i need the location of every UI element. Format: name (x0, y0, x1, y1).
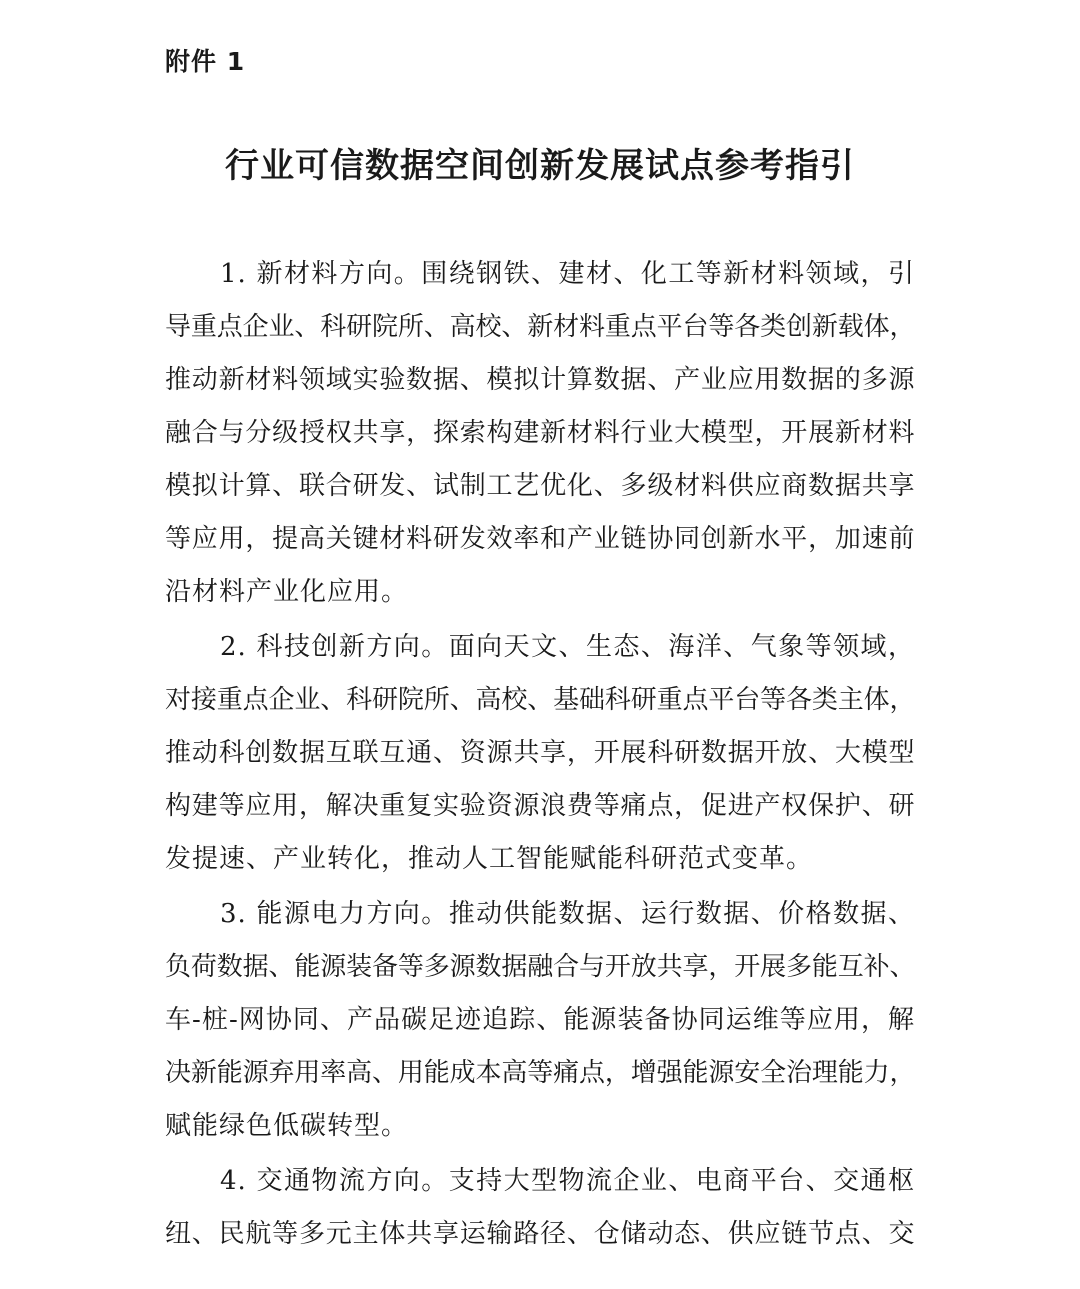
text-line: 负荷数据、能源装备等多源数据融合与开放共享，开展多能互补、 (165, 952, 915, 982)
text-line: 对接重点企业、科研院所、高校、基础科研重点平台等各类主体， (165, 685, 915, 715)
text-line: 纽、民航等多元主体共享运输路径、仓储动态、供应链节点、交 (165, 1219, 915, 1249)
text-line: 推动新材料领域实验数据、模拟计算数据、产业应用数据的多源 (165, 365, 915, 395)
text-line: 导重点企业、科研院所、高校、新材料重点平台等各类创新载体， (165, 312, 915, 342)
text-line: 4. 交通物流方向。支持大型物流企业、电商平台、交通枢 (220, 1166, 915, 1196)
text-line: 1. 新材料方向。围绕钢铁、建材、化工等新材料领域，引 (220, 259, 915, 289)
document-body (165, 248, 915, 1261)
document-title: 行业可信数据空间创新发展试点参考指引 (225, 146, 855, 186)
text-line: 车-桩-网协同、产品碳足迹追踪、能源装备协同运维等应用，解 (165, 1005, 915, 1035)
text-line: 赋能绿色低碳转型。 (165, 1111, 409, 1141)
text-line: 融合与分级授权共享，探索构建新材料行业大模型，开展新材料 (165, 418, 915, 448)
text-line: 2. 科技创新方向。面向天文、生态、海洋、气象等领域， (220, 632, 915, 662)
paragraph-sci-tech-innovation (165, 621, 915, 886)
text-line: 3. 能源电力方向。推动供能数据、运行数据、价格数据、 (220, 899, 915, 929)
paragraph-transport-logistics (165, 1155, 915, 1261)
paragraph-new-materials (165, 248, 915, 619)
text-line: 模拟计算、联合研发、试制工艺优化、多级材料供应商数据共享 (165, 471, 915, 501)
paragraph-energy-power (165, 888, 915, 1153)
text-line: 等应用，提高关键材料研发效率和产业链协同创新水平，加速前 (165, 524, 915, 554)
attachment-label: 附件 1 (165, 47, 246, 76)
text-line: 推动科创数据互联互通、资源共享，开展科研数据开放、大模型 (165, 738, 915, 768)
text-line: 构建等应用，解决重复实验资源浪费等痛点，促进产权保护、研 (165, 791, 915, 821)
text-line: 沿材料产业化应用。 (165, 577, 409, 607)
text-line: 发提速、产业转化，推动人工智能赋能科研范式变革。 (165, 844, 814, 874)
text-line: 决新能源弃用率高、用能成本高等痛点，增强能源安全治理能力， (165, 1058, 915, 1088)
